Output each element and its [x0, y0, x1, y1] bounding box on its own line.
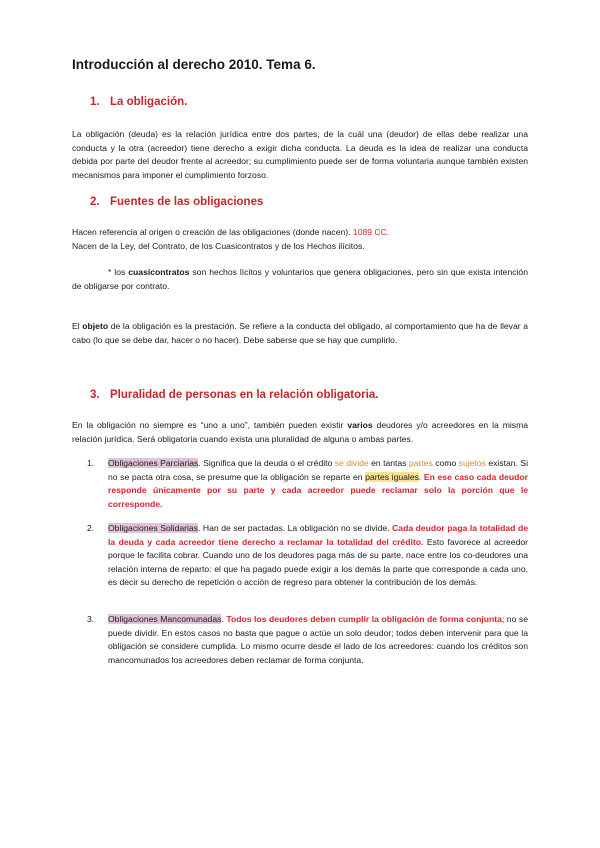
- note-term: cuasicontratos: [128, 267, 190, 277]
- section-1-heading: [72, 96, 187, 108]
- section-3-number: 3.: [90, 389, 100, 401]
- emphasis-solidarias: Cada deudor paga la totalidad de la deuda y cada acreedor tiene derecho a reclamar la totalidad del crédito.: [108, 523, 528, 547]
- list-item-body: [108, 613, 528, 667]
- intro-bold: varios: [347, 420, 373, 430]
- list-item-number: 1.: [87, 458, 95, 468]
- civil-code-reference: 1089 CC.: [352, 227, 390, 237]
- text-segment: como: [435, 458, 457, 468]
- cuasicontratos-note: [72, 266, 528, 293]
- highlight-partes-iguales: partes iguales: [365, 471, 419, 482]
- emphasis-parciarias: En ese caso cada deudor responde únicamente por su parte y cada acreedor puede reclamar solo la porción que le corresponde.: [108, 471, 529, 509]
- list-item-mancomunadas: [87, 613, 529, 667]
- text-segment: ; no se puede dividir. En estos casos no basta que pague o actúe un solo deudor; todos deben intervenir para que la obligación se considere cumplida. Lo mismo ocurre desde el lado de los acreedores: cuando los créditos son mancomunados los acreedores deben reclamar de forma conjunta.: [108, 614, 529, 665]
- list-item-parciarias: [87, 457, 529, 511]
- text-segment: . Han de ser pactadas. La obligación no se divide.: [197, 523, 390, 533]
- keyword-partes: partes: [408, 458, 433, 468]
- list-item-body: [108, 457, 528, 511]
- objeto-paragraph: [72, 320, 528, 347]
- text-segment: .: [221, 614, 224, 624]
- text-segment: Esto favorece al acreedor porque le facilita cobrar. Cuando uno de los deudores paga más de su parte, nace entre los co-deudores una relación interna de reparto: el que ha pagado puede exigir a los demás la parte que corresponde a cada uno, es decir su derecho de repetición o acción de regreso para obtener la contribución de los demás.: [108, 536, 528, 588]
- section-1-paragraph: La obligación (deuda) es la relación jurídica entre dos partes, de la cuál una (deudor) de ellas debe realizar una conducta y la otra (acreedor) tiene derecho a exigir dicha conducta. La deuda es la idea de realizar una conducta debida por parte del deudor frente al acreedor; su cumplimiento puede ser de forma voluntaria aunque también existen mecanismos para imponer el cumplimiento forzoso.: [72, 129, 528, 180]
- objeto-text: de la obligación es la prestación. Se refiere a la conducta del obligado, al comportamiento que ha de llevar a cabo (lo que se debe dar, hacer o no hacer). Debe saberse que se hay que cumplirlo.: [72, 321, 529, 345]
- section-2-title: Fuentes de las obligaciones: [110, 196, 264, 208]
- note-prefix: * los: [108, 267, 126, 277]
- term-parciarias: Obligaciones Parciarias: [108, 458, 199, 468]
- list-item-body: [108, 522, 528, 590]
- document-title: Introducción al derecho 2010. Tema 6.: [72, 57, 316, 72]
- text-segment: .: [418, 471, 422, 482]
- section-1-title: La obligación.: [110, 96, 188, 108]
- section-3-title: Pluralidad de personas en la relación obligatoria.: [110, 389, 379, 401]
- text-segment: en tantas: [371, 458, 407, 468]
- keyword-se-divide: se divide: [334, 458, 369, 468]
- list-item-solidarias: [87, 522, 528, 590]
- section-3-heading: [72, 389, 378, 401]
- list-item-number: 3.: [87, 614, 95, 624]
- section-2-heading: [72, 196, 263, 208]
- intro-part-a: En la obligación no siempre es “uno a uno”, también pueden existir: [72, 420, 344, 430]
- note-text: son hechos lícitos y voluntarios que genera obligaciones, pero sin que exista intención de obligarse por contrato.: [72, 267, 528, 291]
- emphasis-mancomunadas: Todos los deudores deben cumplir la obligación de forma conjunta: [226, 614, 502, 624]
- section-2-sources: [72, 226, 528, 253]
- section-2-number: 2.: [90, 196, 100, 208]
- section-1-number: 1.: [90, 96, 100, 108]
- intro-part-b: deudores y/o acreedores en la misma relación jurídica. Será obligatoria cuando exista una pluralidad de alguna o ambas partes.: [72, 420, 529, 444]
- objeto-pre: El: [72, 321, 80, 331]
- section-3-intro: [72, 419, 528, 446]
- sources-line-1: Hacen referencia al origen o creación de las obligaciones (donde nacen).: [72, 227, 351, 237]
- term-mancomunadas: Obligaciones Mancomunadas: [108, 614, 222, 624]
- list-item-number: 2.: [87, 523, 95, 533]
- keyword-sujetos: sujetos: [458, 458, 486, 468]
- text-segment: . Significa que la deuda o el crédito: [198, 458, 333, 468]
- sources-line-2: Nacen de la Ley, del Contrato, de los Cuasicontratos y de los Hechos ilícitos.: [72, 240, 365, 251]
- text-segment: existan. Si no se pacta otra cosa, se presume que la obligación se reparte en: [108, 458, 528, 482]
- objeto-term: objeto: [82, 321, 109, 331]
- term-solidarias: Obligaciones Solidarias: [108, 523, 198, 533]
